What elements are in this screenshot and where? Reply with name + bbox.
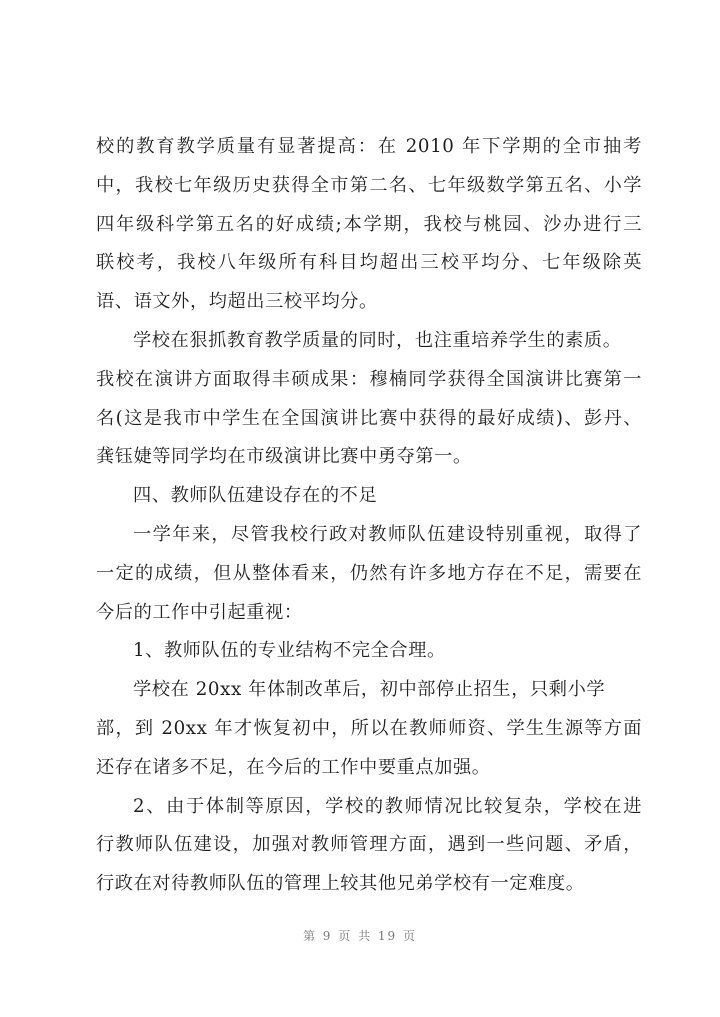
footer-label-of: 页 共 xyxy=(338,929,373,943)
footer-label-end: 页 xyxy=(403,929,418,943)
text-line-15: 学校在 20xx 年体制改革后，初中部停止招生，只剩小学 xyxy=(133,679,606,701)
text-line-2: 中，我校七年级历史获得全市第二名、七年级数学第五名、小学 xyxy=(96,174,642,196)
footer-current-page: 9 xyxy=(322,929,333,943)
text-line-6: 学校在狠抓教育教学质量的同时，也注重培养学生的素质。 xyxy=(133,329,622,351)
page-footer xyxy=(0,927,720,944)
list-item-1: 1、教师队伍的专业结构不完全合理。 xyxy=(133,640,446,662)
text-line-4: 联校考，我校八年级所有科目均超出三校平均分、七年级除英 xyxy=(96,252,642,274)
text-line-20: 行政在对待教师队伍的管理上较其他兄弟学校有一定难度。 xyxy=(96,873,585,895)
body-text xyxy=(96,128,642,904)
text-line-7: 我校在演讲方面取得丰硕成果：穆楠同学获得全国演讲比赛第一 xyxy=(96,368,642,390)
text-line-16: 部，到 20xx 年才恢复初中，所以在教师师资、学生生源等方面 xyxy=(96,717,642,739)
text-line-11: 一学年来，尽管我校行政对教师队伍建设特别重视，取得了 xyxy=(133,523,642,545)
footer-label-page: 第 xyxy=(302,929,317,943)
text-line-17: 还存在诸多不足，在今后的工作中要重点加强。 xyxy=(96,756,491,778)
text-line-8: 名(这是我市中学生在全国演讲比赛中获得的最好成绩)、彭丹、 xyxy=(96,407,642,429)
text-line-5: 语、语文外，均超出三校平均分。 xyxy=(96,291,378,313)
list-item-2: 2、由于体制等原因，学校的教师情况比较复杂，学校在进 xyxy=(133,795,642,817)
text-line-9: 龚钰婕等同学均在市级演讲比赛中勇夺第一。 xyxy=(96,446,472,468)
text-line-12: 一定的成绩，但从整体看来，仍然有许多地方存在不足，需要在 xyxy=(96,562,642,584)
text-line-19: 行教师队伍建设，加强对教师管理方面，遇到一些问题、矛盾， xyxy=(96,834,642,856)
text-line-13: 今后的工作中引起重视： xyxy=(96,601,303,623)
text-line-3: 四年级科学第五名的好成绩;本学期，我校与桃园、沙办进行三 xyxy=(96,213,642,235)
section-heading: 四、教师队伍建设存在的不足 xyxy=(133,485,378,507)
footer-total-pages: 19 xyxy=(377,929,398,943)
text-line-1: 校的教育教学质量有显著提高：在 2010 年下学期的全市抽考 xyxy=(96,136,642,157)
